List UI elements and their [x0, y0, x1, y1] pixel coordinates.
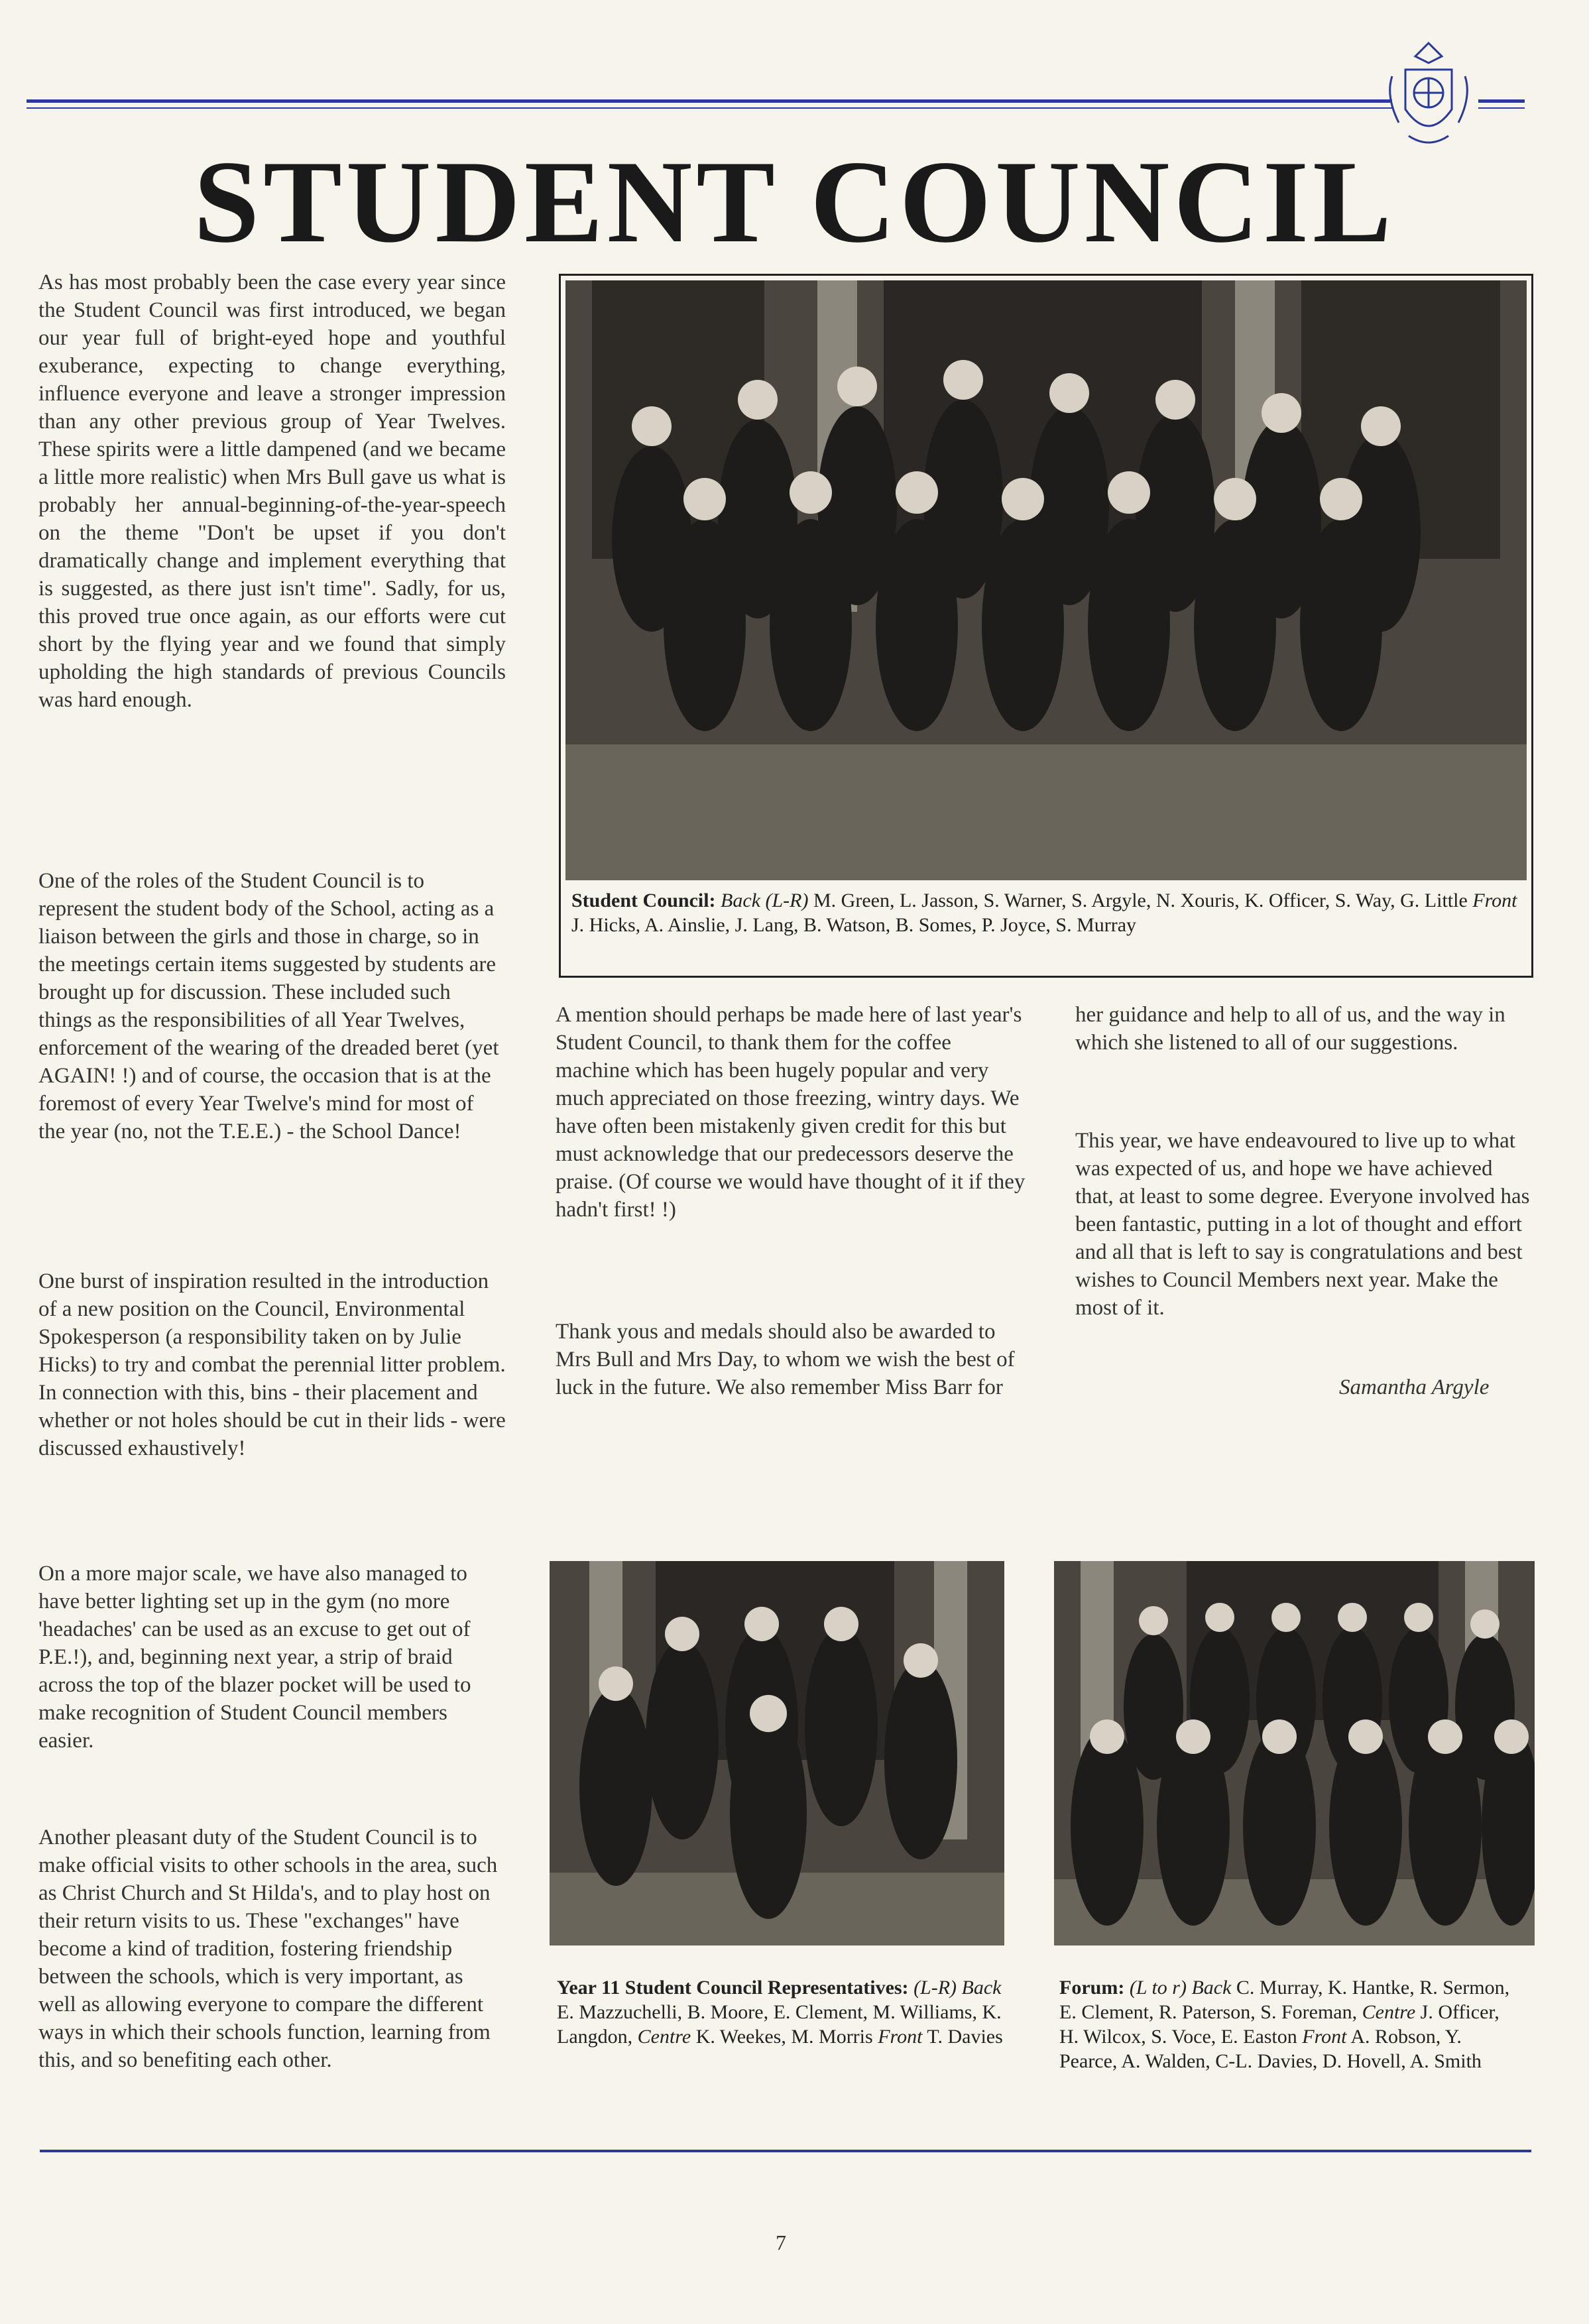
caption-label: Front — [1472, 890, 1517, 911]
page-number: 7 — [776, 2231, 786, 2254]
left-column-4 — [38, 1560, 506, 1755]
paragraph: One burst of inspiration resulted in the introduction of a new position on the Council, Environmental Spokesperson (a responsibility taken on by Julie Hicks) to try and combat the perennial litter problem. In connection with this, bins - their placement and whether or not holes should be cut in their lids - were discussed exhaustively! — [38, 1269, 506, 1460]
left-column-3 — [38, 1267, 506, 1462]
caption-names: C. Murray, K. Hantke, R. Sermon, E. Clement, R. Paterson, S. Foreman, — [1059, 1977, 1510, 2023]
caption-label: (L to r) Back — [1129, 1977, 1232, 1999]
caption-label: Centre — [637, 2026, 691, 2048]
paragraph: As has most probably been the case every year since the Student Council was first introduced, we began our year full of bright-eyed hope and youthful exuberance, expecting to change everything, influence everyone and leave a stronger impression than any other previous group of Year Twelves. These spirits were a little dampened (and we became a little more realistic) when Mrs Bull gave us what is probably her annual-beginning-of-the-year-speech on the theme "Don't be upset if you don't dramatically change and implement everything that is suggested, as there just isn't time". Sadly, for us, this proved true once again, as our efforts were cut short by the flying year and we found that simply upholding the high standards of previous Councils was hard enough. — [38, 270, 506, 712]
page-title: STUDENT COUNCIL — [194, 136, 1395, 267]
author-signature: Samantha Argyle — [1339, 1375, 1490, 1399]
left-column — [38, 268, 506, 714]
paragraph: Thank yous and medals should also be awarded to Mrs Bull and Mrs Day, to whom we wish the best of luck in the future. We also remember Miss Barr for — [556, 1320, 1015, 1399]
paragraph: On a more major scale, we have also managed to have better lighting set up in the gym (no more 'headaches' can be used as an excuse to get out of P.E.!), and, beginning next year, a strip of braid across the top of the blazer pocket will be used to make recognition of Student Council members easier. — [38, 1562, 471, 1753]
caption-label: Back (L-R) — [721, 890, 809, 911]
right-column-2 — [1075, 1127, 1533, 1322]
right-column — [1075, 1001, 1533, 1057]
paragraph: her guidance and help to all of us, and the way in which she listened to all of our suggestions. — [1075, 1003, 1505, 1055]
caption-label: Centre — [1362, 2001, 1416, 2023]
paragraph: One of the roles of the Student Council is to represent the student body of the School, acting as a liaison between the girls and those in charge, so in the meetings certain items suggested by students are brought up for discussion. These included such things as the responsibilities of all Year Twelves, enforcement of the wearing of the dreaded beret (yet AGAIN! !) and of course, the occasion that is at the foremost of every Year Twelve's mind for most of the year (no, not the T.E.E.) - the School Dance! — [38, 869, 499, 1143]
year11-photo-caption — [557, 1975, 1014, 2049]
header-rule-right-thin — [1478, 107, 1525, 109]
paragraph: Another pleasant duty of the Student Council is to make official visits to other schools in the area, such as Christ Church and St Hilda's, and to play host on their return visits to us. These "exchanges" have become a kind of tradition, fostering friendship between the schools, which is very important, as well as allowing everyone to compare the different ways in which their schools function, learning from this, and so benefiting each other. — [38, 1826, 498, 2072]
caption-title: Year 11 Student Council Representatives: — [557, 1977, 909, 1999]
footer-rule — [40, 2150, 1531, 2152]
caption-names: J. Officer, H. Wilcox, S. Voce, E. Easton — [1059, 2001, 1500, 2048]
caption-names: E. Mazzuchelli, B. Moore, E. Clement, M. Williams, K. Langdon, — [557, 2001, 1002, 2048]
paragraph: This year, we have endeavoured to live up to what was expected of us, and hope we have achieved that, at least to some degree. Everyone involved has been fantastic, putting in a lot of thought and effort and all that is left to say is congratulations and best wishes to Council Members next year. Make the most of it. — [1075, 1129, 1530, 1320]
paragraph: A mention should perhaps be made here of last year's Student Council, to thank them for the coffee machine which has been hugely popular and very much appreciated on those freezing, wintry days. We have often been mistakenly given credit for this but must acknowledge that our predecessors deserve the praise. (Of course we would have thought of it if they hadn't first! !) — [556, 1003, 1026, 1222]
student-council-photo — [565, 280, 1527, 880]
caption-names: A. Robson, Y. Pearce, A. Walden, C-L. Davies, D. Hovell, A. Smith — [1059, 2026, 1482, 2072]
caption-label: Front — [1302, 2026, 1347, 2048]
caption-names: T. Davies — [927, 2026, 1003, 2048]
middle-column-2 — [556, 1318, 1026, 1401]
middle-column — [556, 1001, 1026, 1224]
caption-title: Student Council: — [571, 890, 716, 911]
header-rule-right — [1478, 99, 1525, 103]
header-rule — [27, 99, 1392, 103]
caption-names: K. Weekes, M. Morris — [695, 2026, 873, 2048]
caption-title: Forum: — [1059, 1977, 1125, 1999]
caption-label: Front — [878, 2026, 923, 2048]
caption-names: M. Green, L. Jasson, S. Warner, S. Argyle, N. Xouris, K. Officer, S. Way, G. Little — [813, 890, 1468, 911]
left-column-2 — [38, 867, 506, 1145]
year11-council-photo — [550, 1561, 1004, 1946]
caption-names: J. Hicks, A. Ainslie, J. Lang, B. Watson, B. Somes, P. Joyce, S. Murray — [571, 914, 1137, 936]
left-column-5 — [38, 1824, 506, 2074]
caption-label: (L-R) Back — [913, 1977, 1002, 1999]
forum-photo — [1054, 1561, 1535, 1946]
main-photo-caption — [571, 888, 1519, 937]
forum-photo-caption — [1059, 1975, 1523, 2073]
header-rule-thin — [27, 107, 1392, 109]
